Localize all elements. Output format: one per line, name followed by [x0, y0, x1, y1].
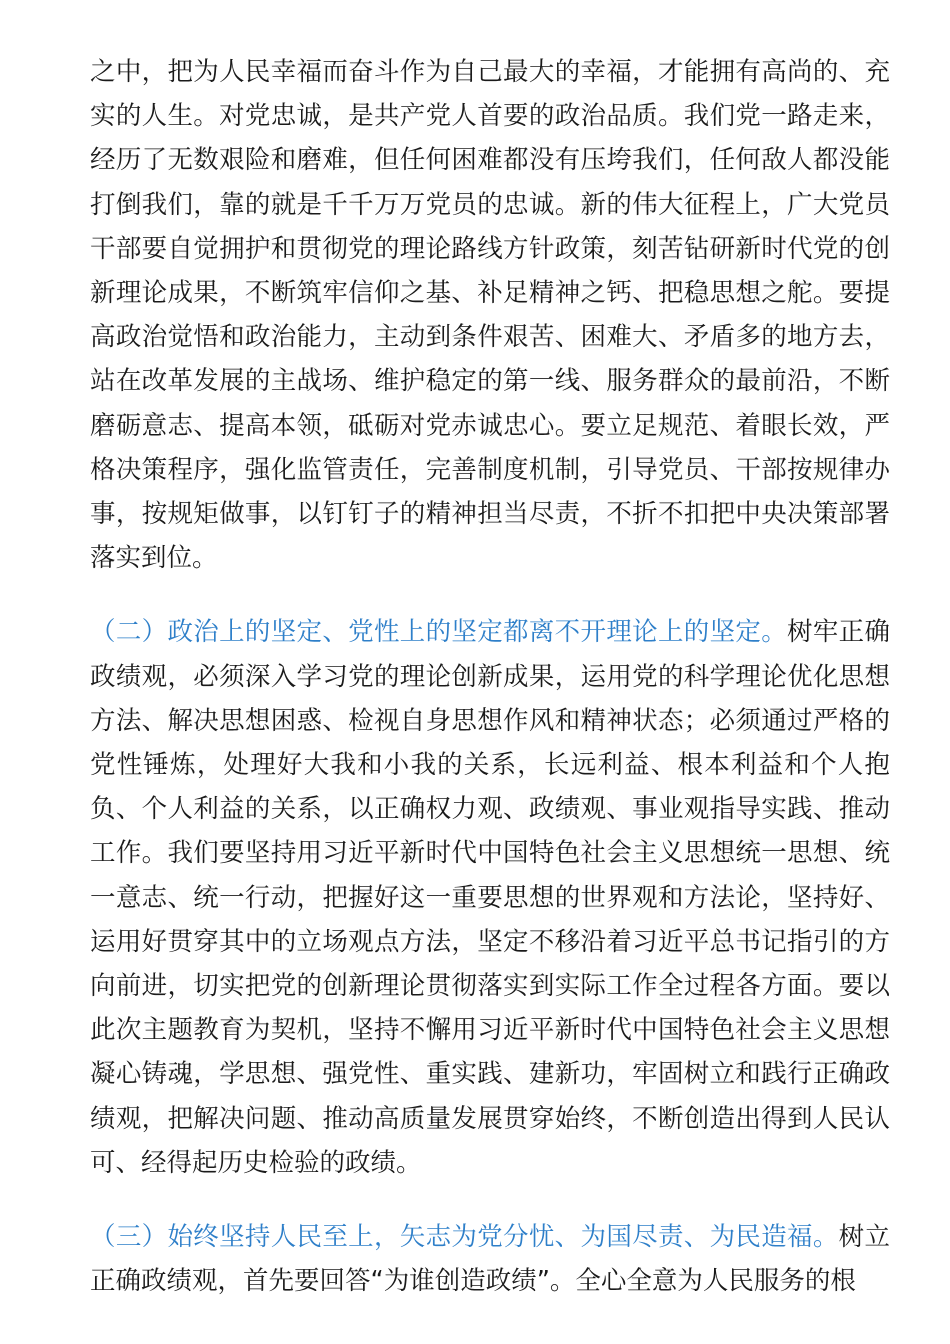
paragraph-continuation: [90, 50, 890, 580]
section-two-text: 树牢正确政绩观，必须深入学习党的理论创新成果，运用党的科学理论优化思想方法、解决思想困惑、检视自身思想作风和精神状态；必须通过严格的党性锤炼，处理好大我和小我的关系，长远利益、根本利益和个人抱负、个人利益的关系，以正确权力观、政绩观、事业观指导实践、推动工作。我们要坚持用习近平新时代中国特色社会主义思想统一思想、统一意志、统一行动，把握好这一重要思想的世界观和方法论，坚持好、运用好贯穿其中的立场观点方法，坚定不移沿着习近平总书记指引的方向前进，切实把党的创新理论贯彻落实到实际工作全过程各方面。要以此次主题教育为契机，坚持不懈用习近平新时代中国特色社会主义思想凝心铸魂，学思想、强党性、重实践、建新功，牢固树立和践行正确政绩观，把解决问题、推动高质量发展贯穿始终，不断创造出得到人民认可、经得起历史检验的政绩。: [90, 617, 890, 1178]
document-page: [90, 50, 890, 1303]
section-three-text: 树立正确政绩观，首先要回答“为谁创造政绩”。全心全意为人民服务的根: [90, 1222, 890, 1297]
paragraph-text: 之中，把为人民幸福而奋斗作为自己最大的幸福，才能拥有高尚的、充实的人生。对党忠诚，是共产党人首要的政治品质。我们党一路走来，经历了无数艰险和磨难，但任何困难都没有压垮我们，任何敌人都没能打倒我们，靠的就是千千万万党员的忠诚。新的伟大征程上，广大党员干部要自觉拥护和贯彻党的理论路线方针政策，刻苦钻研新时代党的创新理论成果，不断筑牢信仰之基、补足精神之钙、把稳思想之舵。要提高政治觉悟和政治能力，主动到条件艰苦、困难大、矛盾多的地方去，站在改革发展的主战场、维护稳定的第一线、服务群众的最前沿，不断磨砺意志、提高本领，砥砺对党赤诚忠心。要立足规范、着眼长效，严格决策程序，强化监管责任，完善制度机制，引导党员、干部按规律办事，按规矩做事，以钉钉子的精神担当尽责，不折不扣把中央决策部署落实到位。: [90, 57, 890, 574]
section-three-heading: （三）始终坚持人民至上，矢志为党分忧、为国尽责、为民造福。: [90, 1222, 839, 1253]
section-two-paragraph: [90, 610, 890, 1185]
section-two-heading: （二）政治上的坚定、党性上的坚定都离不开理论上的坚定。: [90, 617, 788, 648]
section-three-paragraph: [90, 1215, 890, 1303]
